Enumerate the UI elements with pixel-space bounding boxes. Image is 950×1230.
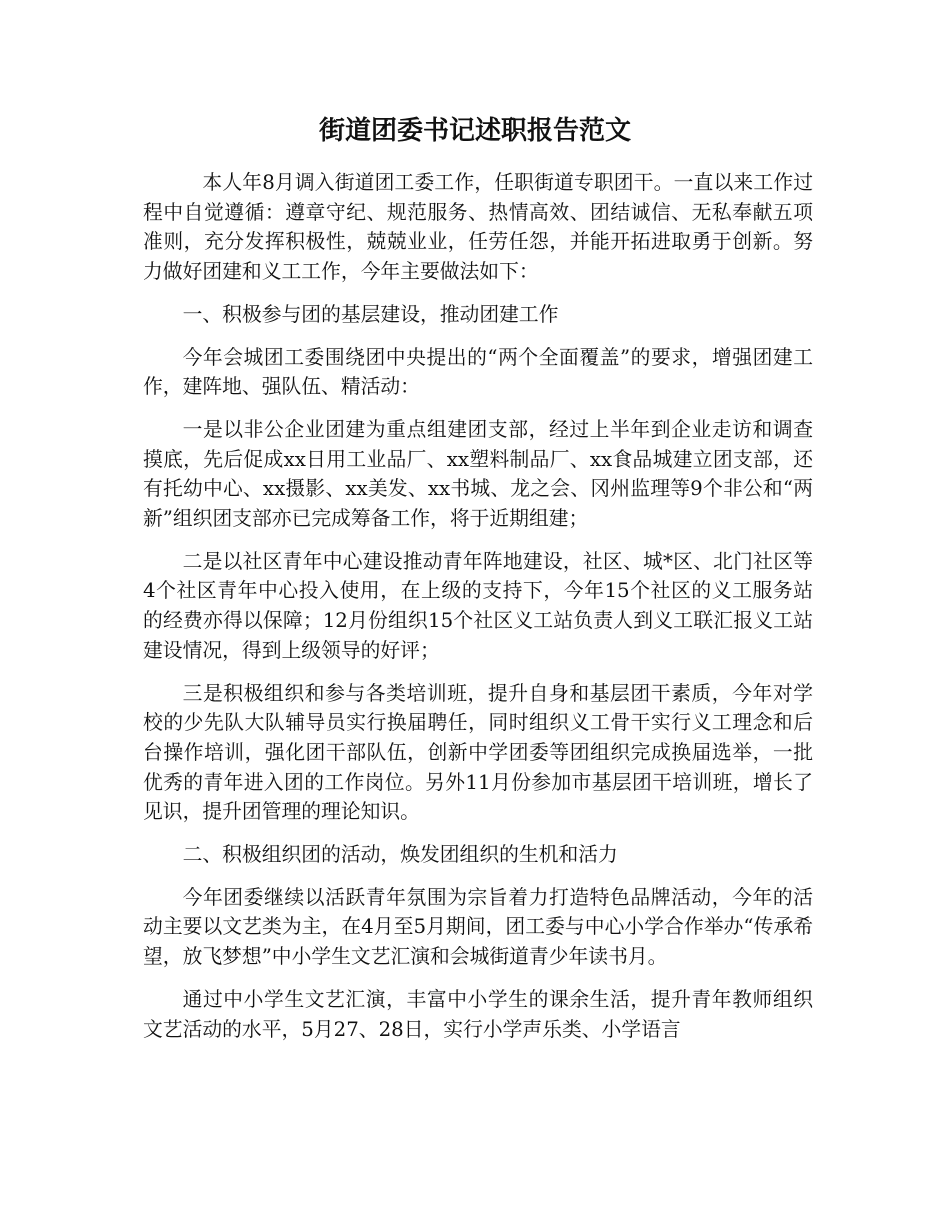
paragraph: 通过中小学生文艺汇演，丰富中小学生的课余生活，提升青年教师组织文艺活动的水平，5月27、28日，实行小学声乐类、小学语言 [143,987,813,1041]
paragraph-intro: 本人年8月调入街道团工委工作，任职街道专职团干。一直以来工作过程中自觉遵循：遵章守纪、规范服务、热情高效、团结诚信、无私奉献五项准则，充分发挥积极性，兢兢业业，任劳任怨，并能开拓进取勇于创新。努力做好团建和义工工作，今年主要做法如下： [143,171,813,284]
paragraph: 一是以非公企业团建为重点组建团支部，经过上半年到企业走访和调查摸底，先后促成xx日用工业品厂、xx塑料制品厂、xx食品城建立团支部，还有托幼中心、xx摄影、xx美发、xx书城、龙之会、冈州监理等9个非公和“两新”组织团支部亦已完成筹备工作，将于近期组建； [143,417,813,531]
paragraph: 今年团委继续以活跃青年氛围为宗旨着力打造特色品牌活动，今年的活动主要以文艺类为主，在4月至5月期间，团工委与中心小学合作举办“传承希望，放飞梦想”中小学生文艺汇演和会城街道青少年读书月。 [143,885,813,969]
section-heading-1: 一、积极参与团的基层建设，推动团建工作 [182,302,559,326]
paragraph: 今年会城团工委围绕团中央提出的“两个全面覆盖”的要求，增强团建工作，建阵地、强队伍、精活动： [143,345,813,399]
document-body [143,168,813,1057]
document-title: 街道团委书记述职报告范文 [318,116,631,146]
paragraph: 二是以社区青年中心建设推动青年阵地建设，社区、城*区、北门社区等4个社区青年中心投入使用，在上级的支持下，今年15个社区的义工服务站的经费亦得以保障；12月份组织15个社区义工站负责人到义工联汇报义工站建设情况，得到上级领导的好评； [143,549,813,662]
section-heading-2: 二、积极组织团的活动，焕发团组织的生机和活力 [182,843,618,867]
paragraph: 三是积极组织和参与各类培训班，提升自身和基层团干素质，今年对学校的少先队大队辅导员实行换届聘任，同时组织义工骨干实行义工理念和后台操作培训，强化团干部队伍，创新中学团委等团组织完成换届选举，一批优秀的青年进入团的工作岗位。另外11月份参加市基层团干培训班，增长了见识，提升团管理的理论知识。 [143,681,813,824]
